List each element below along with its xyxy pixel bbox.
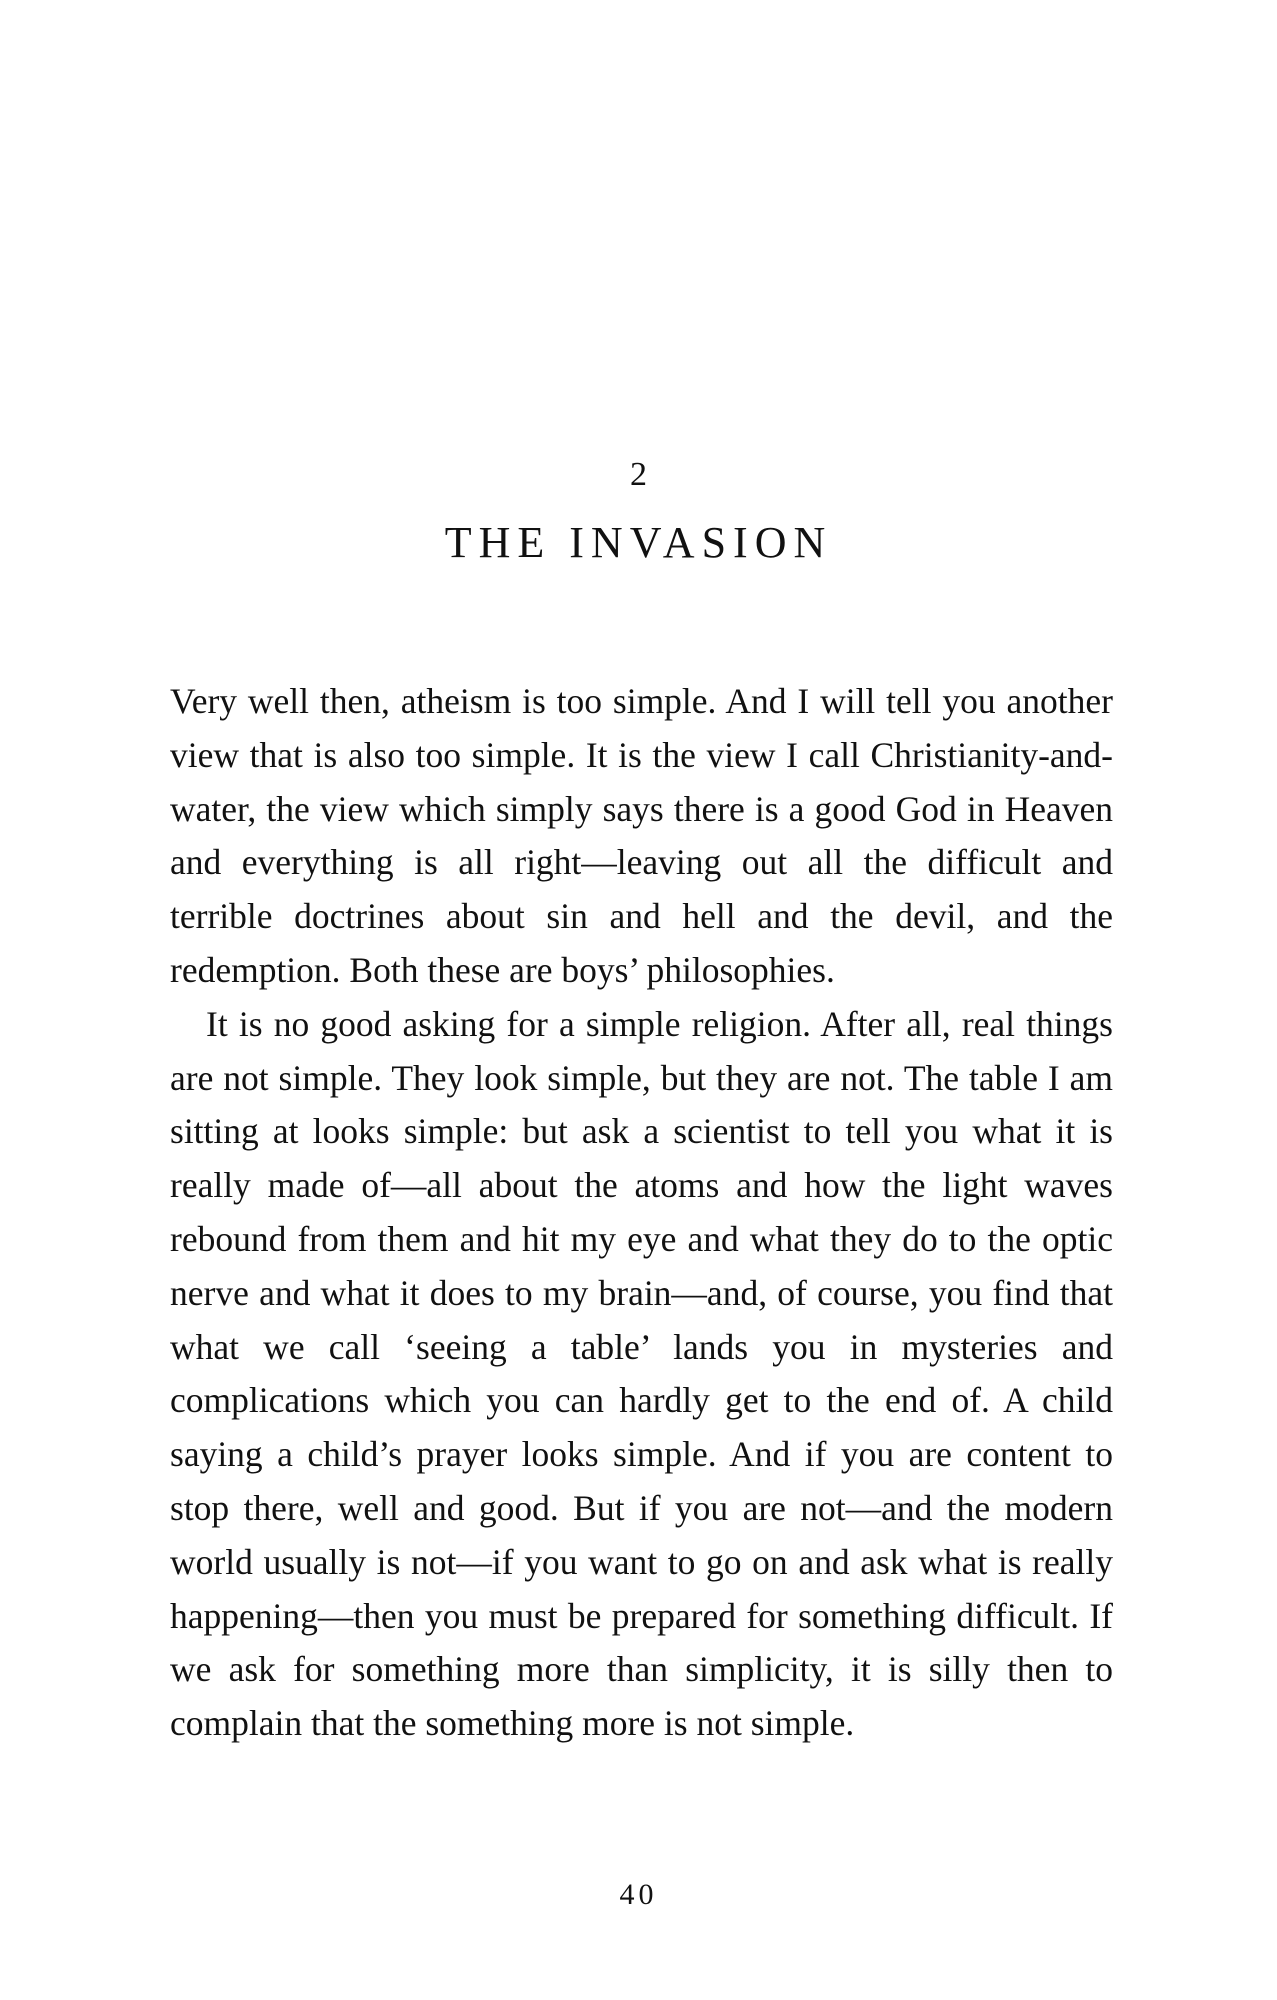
page-number: 40 xyxy=(619,1878,658,1911)
paragraph: Very well then, atheism is too simple. And I will tell you another view that is also too simple. It is the view I call Christianity-and-water, the view which simply says there is a good God in Heaven and everything is all right—leaving out all the difficult and terrible doctrines about sin and hell and the devil, and the redemption. Both these are boys’ philosophies. xyxy=(170,681,1113,990)
chapter-title: THE INVASION xyxy=(444,518,833,567)
body-text xyxy=(170,675,1113,1751)
paragraph: It is no good asking for a simple religion. After all, real things are not simple. They look simple, but they are not. The table I am sitting at looks simple: but ask a scientist to tell you what it is really made of—all about the atoms and how the light waves rebound from them and hit my eye and what they do to the optic nerve and what it does to my brain—and, of course, you find that what we call ‘seeing a table’ lands you in mysteries and complications which you can hardly get to the end of. A child saying a child’s prayer looks simple. And if you are content to stop there, well and good. But if you are not—and the modern world usually is not—if you want to go on and ask what is really happening—then you must be prepared for something difficult. If we ask for something more than simplicity, it is silly then to complain that the something more is not simple. xyxy=(170,1003,1113,1744)
chapter-number: 2 xyxy=(630,456,647,493)
